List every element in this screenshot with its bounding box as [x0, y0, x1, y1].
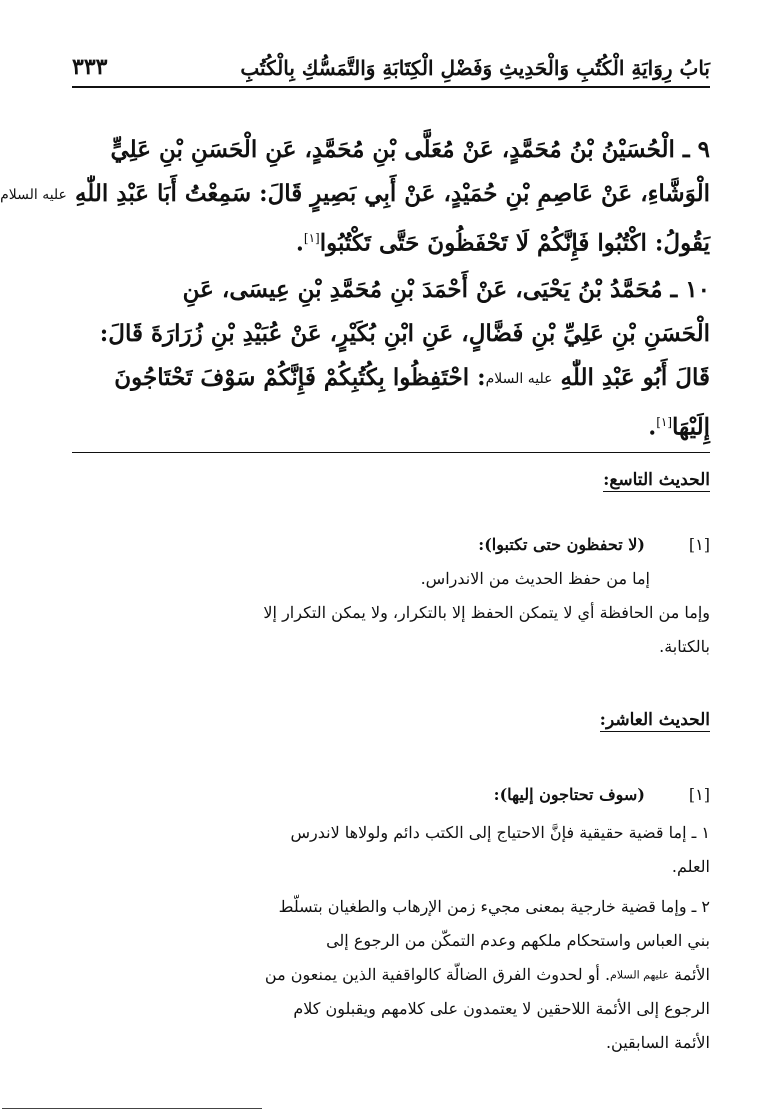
- hadith-10-line-3-rest: : احْتَفِظُوا بِكُتُبِكُمْ فَإِنَّكُمْ سَوْفَ تَحْتَاجُونَ: [114, 364, 486, 391]
- section-heading: الحديث التاسع:: [603, 470, 710, 490]
- footnote-item-2-line: الرجوع إلى الأئمة اللاحقين لا يعتمدون على كلامهم ويقبلون كلام: [293, 999, 710, 1018]
- footnote-text-line: إما من حفظ الحديث من الاندراس.: [420, 569, 650, 588]
- hadith-9-line-2-text: الْوَشَّاءِ، عَنْ عَاصِمِ بْنِ حُمَيْدٍ، عَنْ أَبِي بَصِيرٍ قَالَ: سَمِعْتُ أَبَا عَبْدِ اللّٰهِ: [74, 180, 710, 207]
- honorific-symbol: عليهم السلام: [610, 968, 670, 982]
- footnote-entry: [72, 528, 710, 562]
- footnote-item-2-line-rest: . أو لحدوث الفرق الضالّة كالواقفية الذين يمنعون من: [264, 965, 611, 984]
- hadith-10-line-4: [72, 400, 710, 444]
- footnote-title: (لا تحفظون حتى تكتبوا):: [478, 535, 645, 554]
- hadith-10-line-3: [72, 356, 710, 400]
- footnote-item-1-line: العلم.: [671, 857, 710, 876]
- footnote-text-line: وإما من الحافظة أي لا يتمكن الحفظ إلا بالتكرار، ولا يمكن التكرار إلا: [263, 603, 710, 622]
- footnote-item-2-line: بني العباس واستحكام ملكهم وعدم التمكّن من الرجوع إلى: [326, 931, 710, 950]
- period: .: [295, 229, 304, 257]
- hadith-9: [0, 128, 710, 260]
- hadith-10-line-4-text: إِلَيْهَا: [672, 413, 710, 441]
- book-page: [2, 0, 780, 1117]
- hadith-10-line-1: ١٠ ـ مُحَمَّدُ بْنُ يَحْيَى، عَنْ أَحْمَدَ بْنِ مُحَمَّدِ بْنِ عِيسَى، عَنِ: [182, 276, 710, 303]
- footnote-number: [١]: [688, 785, 710, 804]
- footnote-item-2-line: الأئمة السابقين.: [605, 1033, 710, 1052]
- chapter-title: بَابُ رِوَايَةِ الْكُتُبِ وَالْحَدِيثِ وَفَضْلِ الْكِتَابَةِ وَالتَّمَسُّكِ بِالْكُتُبِ: [240, 56, 710, 80]
- footnote-ref[interactable]: [١]: [656, 415, 673, 429]
- footnote-ref[interactable]: [١]: [303, 231, 320, 245]
- hadith-9-line-3-text: يَقُولُ: اكْتُبُوا فَإِنَّكُمْ لَا تَحْفَظُونَ حَتَّى تَكْتُبُوا: [319, 229, 710, 257]
- hadith-9-line-3: [72, 216, 710, 260]
- hadith-10-line-3-start: قَالَ أَبُو عَبْدِ اللّٰهِ: [560, 364, 710, 391]
- honorific-symbol: عليه السلام: [0, 187, 67, 203]
- footnote-title: (سوف تحتاجون إليها):: [493, 785, 645, 804]
- hadith-9-line-2: [0, 172, 710, 216]
- header-rule: [72, 86, 710, 88]
- bottom-edge-rule: [2, 1108, 262, 1109]
- page-number: ٣٣٣: [72, 54, 108, 80]
- hadith-9-line-1: ٩ ـ الْحُسَيْنُ بْنُ مُحَمَّدٍ، عَنْ مُعَلَّى بْنِ مُحَمَّدٍ، عَنِ الْحَسَنِ بْنِ عَلِيٍّ: [110, 136, 710, 163]
- hadith-10: [72, 268, 710, 444]
- hadith-10-line-2: الْحَسَنِ بْنِ عَلِيِّ بْنِ فَضَّالٍ، عَنِ ابْنِ بُكَيْرٍ، عَنْ عُبَيْدِ بْنِ زُرَارَةَ قَالَ:: [99, 320, 710, 347]
- footnote-item-2-line: ٢ ـ وإما قضية خارجية بمعنى مجيء زمن الإرهاب والطغيان بتسلّط: [278, 897, 710, 916]
- footnote-entry: [72, 778, 710, 812]
- honorific-symbol: عليه السلام: [485, 371, 553, 387]
- page-header: [72, 40, 710, 80]
- footnote-number: [١]: [688, 535, 710, 554]
- footnote-separator: [72, 452, 710, 453]
- period: .: [648, 413, 657, 441]
- footnote-item-2-line-start: الأئمة: [674, 965, 710, 984]
- notes-hadith-9: [72, 470, 710, 664]
- section-heading: الحديث العاشر:: [599, 710, 710, 730]
- footnote-text-line: بالكتابة.: [659, 637, 710, 656]
- footnote-item-2-line: [72, 958, 710, 992]
- footnote-item-1-line: ١ ـ إما قضية حقيقية فإنَّ الاحتياج إلى الكتب دائم ولولاها لاندرس: [290, 823, 710, 842]
- notes-hadith-10: [72, 710, 710, 1060]
